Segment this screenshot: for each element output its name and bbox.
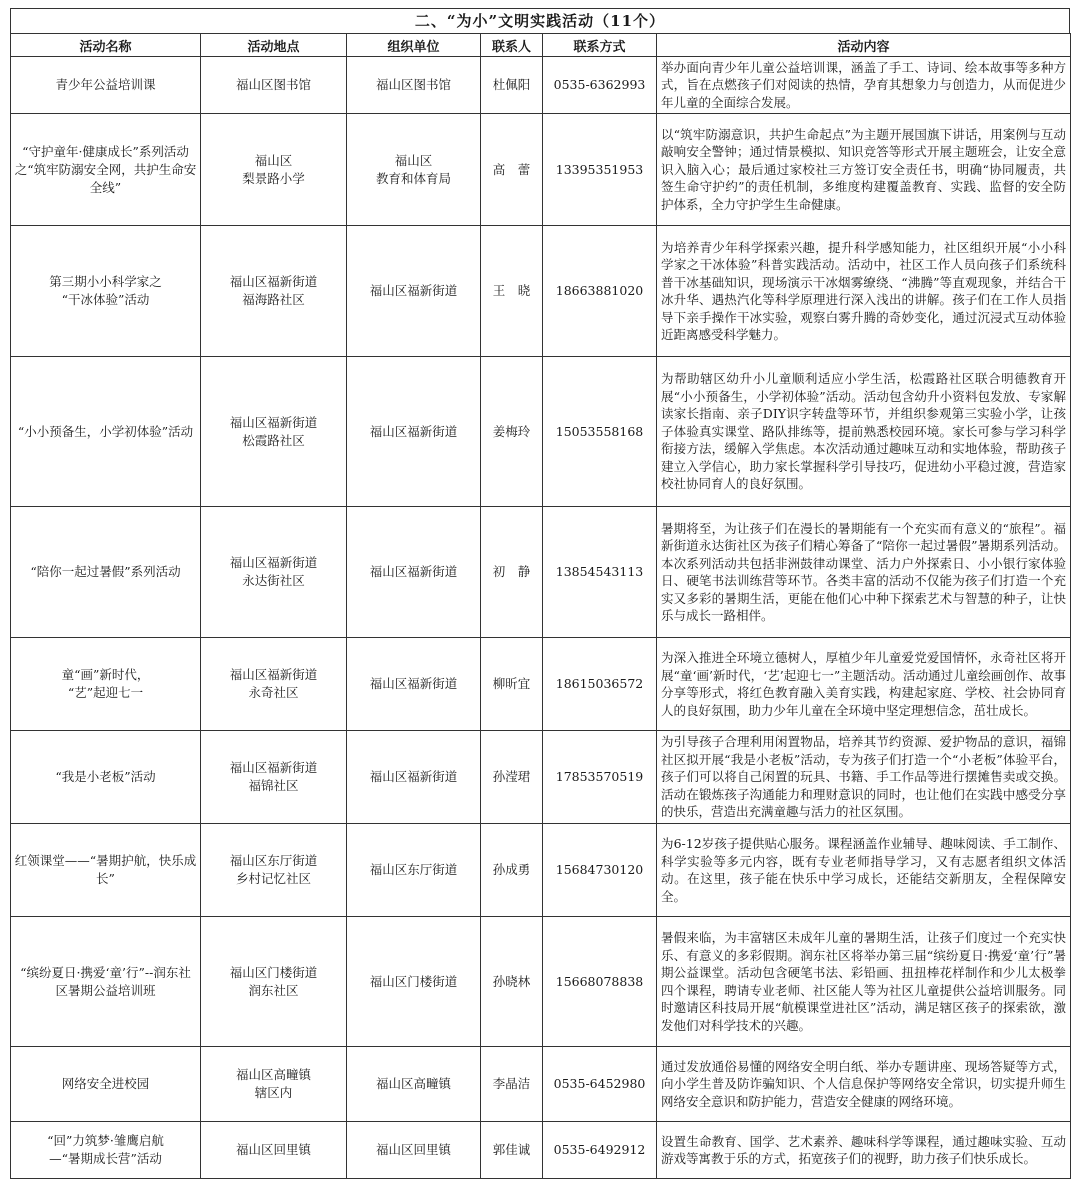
contact-person-cell: 杜佩阳 — [481, 57, 543, 114]
contact-phone-cell: 15053558168 — [543, 357, 657, 507]
table-row — [11, 1122, 1071, 1179]
activity-place-cell: 福山区福新街道 永奇社区 — [201, 638, 347, 731]
activity-content-cell: 为培养青少年科学探索兴趣，提升科学感知能力，社区组织开展“小小科学家之干冰体验”科普实践活动。活动中，社区工作人员向孩子们系统科普干冰基础知识，现场演示干冰烟雾缭绕、“沸腾”等直观现象，并结合干冰升华、遇热汽化等科学原理进行深入浅出的讲解。孩子们在工作人员指导下亲手操作干冰实验，观察白雾升腾的奇妙变化，通过沉浸式互动体验近距离感受科学魅力。 — [657, 226, 1071, 357]
table-row — [11, 1047, 1071, 1122]
page — [10, 8, 1070, 1179]
activity-content-cell: 为帮助辖区幼升小儿童顺利适应小学生活，松霞路社区联合明德教育开展“小小预备生，小学初体验”活动。活动包含幼升小资料包发放、专家解读家长指南、亲子DIY识字转盘等环节，并组织参观第三实验小学，让孩子体验真实课堂、路队排练等，提前熟悉校园环境。家长可参与学习科学衔接方法，缓解入学焦虑。本次活动通过趣味互动和实地体验，帮助孩子建立入学信心，助力家长掌握科学引导技巧，促进幼小平稳过渡，营造家校社协同育人的良好氛围。 — [657, 357, 1071, 507]
activity-name-cell: 第三期小小科学家之 “干冰体验”活动 — [11, 226, 201, 357]
contact-phone-cell: 18663881020 — [543, 226, 657, 357]
table-title: 二、“为小”文明实践活动（11个） — [10, 8, 1070, 33]
activity-name-cell: “回”力筑梦·雏鹰启航 —“暑期成长营”活动 — [11, 1122, 201, 1179]
organizer-cell: 福山区福新街道 — [347, 507, 481, 638]
contact-person-cell: 王 晓 — [481, 226, 543, 357]
activity-content-cell: 暑期将至，为让孩子们在漫长的暑期能有一个充实而有意义的“旅程”。福新街道永达街社区为孩子们精心筹备了“陪你一起过暑假”暑期系列活动。本次系列活动共包括非洲鼓律动课堂、活力户外探索日、小小银行家体验日、硬笔书法训练营等环节。各类丰富的活动不仅能为孩子们打造一个充实又多彩的暑期生活，更能在他们心中种下探索艺术与智慧的种子，让快乐与成长一路相伴。 — [657, 507, 1071, 638]
activity-place-cell: 福山区福新街道 福海路社区 — [201, 226, 347, 357]
activity-content-cell: 为6-12岁孩子提供贴心服务。课程涵盖作业辅导、趣味阅读、手工制作、科学实验等多元内容，既有专业老师指导学习，又有志愿者组织文体活动。在这里，孩子能在快乐中学习成长，还能结交新朋友，全程保障安全。 — [657, 824, 1071, 917]
activity-place-cell: 福山区图书馆 — [201, 57, 347, 114]
header-activity-name: 活动名称 — [11, 34, 201, 57]
activity-content-cell: 暑假来临，为丰富辖区未成年儿童的暑期生活，让孩子们度过一个充实快乐、有意义的多彩假期。润东社区将举办第三届“缤纷夏日·携爱‘童’行”暑期公益课堂。活动包含硬笔书法、彩铅画、扭扭棒花样制作和少儿太极拳四个课程，聘请专业老师、社区能人等为社区儿童提供公益培训服务。同时邀请区科技局开展“航模课堂进社区”活动，满足辖区孩子的探索欲，激发他们对科学技术的兴趣。 — [657, 917, 1071, 1047]
contact-person-cell: 姜梅玲 — [481, 357, 543, 507]
activity-name-cell: 红领课堂——“暑期护航，快乐成长” — [11, 824, 201, 917]
organizer-cell: 福山区福新街道 — [347, 731, 481, 824]
activity-name-cell: 网络安全进校园 — [11, 1047, 201, 1122]
activity-name-cell: 童“画”新时代， “艺”起迎七一 — [11, 638, 201, 731]
contact-phone-cell: 15684730120 — [543, 824, 657, 917]
contact-phone-cell: 15668078838 — [543, 917, 657, 1047]
activity-name-cell: “我是小老板”活动 — [11, 731, 201, 824]
contact-person-cell: 李晶洁 — [481, 1047, 543, 1122]
organizer-cell: 福山区福新街道 — [347, 638, 481, 731]
contact-person-cell: 孙滢珺 — [481, 731, 543, 824]
activity-content-cell: 设置生命教育、国学、艺术素养、趣味科学等课程，通过趣味实验、互动游戏等寓教于乐的方式，拓宽孩子们的视野，助力孩子们快乐成长。 — [657, 1122, 1071, 1179]
activity-name-cell: “小小预备生，小学初体验”活动 — [11, 357, 201, 507]
table-row — [11, 114, 1071, 226]
activity-place-cell: 福山区高疃镇 辖区内 — [201, 1047, 347, 1122]
activity-content-cell: 为引导孩子合理利用闲置物品，培养其节约资源、爱护物品的意识，福锦社区拟开展“我是小老板”活动，专为孩子们打造一个“小老板”体验平台，孩子们可以将自己闲置的玩具、书籍、手工作品等进行摆摊售卖或交换。活动在锻炼孩子沟通能力和理财意识的同时，也让他们在实践中感受分享的快乐，营造出充满童趣与活力的社区氛围。 — [657, 731, 1071, 824]
activity-place-cell: 福山区 梨景路小学 — [201, 114, 347, 226]
activity-content-cell: 以“筑牢防溺意识，共护生命起点”为主题开展国旗下讲话，用案例与互动敲响安全警钟；通过情景模拟、知识竞答等形式开展主题班会，让安全意识入脑入心；最后通过家校社三方签订安全责任书，明确“协同履责，共签生命守护约”的责任机制，多维度构建覆盖教育、实践、监督的安全防护体系，全力守护学生生命健康。 — [657, 114, 1071, 226]
activity-place-cell: 福山区福新街道 松霞路社区 — [201, 357, 347, 507]
activity-place-cell: 福山区回里镇 — [201, 1122, 347, 1179]
contact-phone-cell: 13395351953 — [543, 114, 657, 226]
activity-content-cell: 通过发放通俗易懂的网络安全明白纸、举办专题讲座、现场答疑等方式，向小学生普及防诈骗知识、个人信息保护等网络安全常识，切实提升师生网络安全意识和防护能力，营造安全健康的网络环境。 — [657, 1047, 1071, 1122]
activity-name-cell: “守护童年·健康成长”系列活动之“筑牢防溺安全网，共护生命安全线” — [11, 114, 201, 226]
header-activity-content: 活动内容 — [657, 34, 1071, 57]
organizer-cell: 福山区回里镇 — [347, 1122, 481, 1179]
activity-name-cell: “缤纷夏日·携爱‘童’行”--润东社区暑期公益培训班 — [11, 917, 201, 1047]
activity-place-cell: 福山区福新街道 福锦社区 — [201, 731, 347, 824]
contact-person-cell: 孙晓林 — [481, 917, 543, 1047]
contact-phone-cell: 0535-6452980 — [543, 1047, 657, 1122]
table-row — [11, 731, 1071, 824]
organizer-cell: 福山区图书馆 — [347, 57, 481, 114]
contact-person-cell: 郭佳诚 — [481, 1122, 543, 1179]
header-activity-place: 活动地点 — [201, 34, 347, 57]
contact-person-cell: 孙成勇 — [481, 824, 543, 917]
organizer-cell: 福山区福新街道 — [347, 226, 481, 357]
contact-phone-cell: 0535-6492912 — [543, 1122, 657, 1179]
table-row — [11, 57, 1071, 114]
contact-phone-cell: 17853570519 — [543, 731, 657, 824]
activity-content-cell: 举办面向青少年儿童公益培训课，涵盖了手工、诗词、绘本故事等多种方式，旨在点燃孩子们对阅读的热情，孕育其想象力与创造力，从而促进少年儿童的全面综合发展。 — [657, 57, 1071, 114]
contact-phone-cell: 18615036572 — [543, 638, 657, 731]
header-contact-person: 联系人 — [481, 34, 543, 57]
contact-phone-cell: 13854543113 — [543, 507, 657, 638]
organizer-cell: 福山区门楼街道 — [347, 917, 481, 1047]
contact-person-cell: 高 蕾 — [481, 114, 543, 226]
activity-content-cell: 为深入推进全环境立德树人，厚植少年儿童爱党爱国情怀，永奇社区将开展“童‘画’新时代，‘艺’起迎七一”主题活动。活动通过儿童绘画创作、故事分享等形式，将红色教育融入美育实践，构建起家庭、学校、社会协同育人的良好氛围，助力少年儿童在全环境中坚定理想信念，茁壮成长。 — [657, 638, 1071, 731]
table-row — [11, 226, 1071, 357]
contact-person-cell: 柳昕宜 — [481, 638, 543, 731]
activity-place-cell: 福山区福新街道 永达街社区 — [201, 507, 347, 638]
organizer-cell: 福山区福新街道 — [347, 357, 481, 507]
table-row — [11, 917, 1071, 1047]
contact-person-cell: 初 静 — [481, 507, 543, 638]
header-contact-phone: 联系方式 — [543, 34, 657, 57]
activity-table — [10, 33, 1071, 1179]
table-row — [11, 638, 1071, 731]
table-row — [11, 357, 1071, 507]
header-row — [11, 34, 1071, 57]
organizer-cell: 福山区东厅街道 — [347, 824, 481, 917]
header-organizer: 组织单位 — [347, 34, 481, 57]
organizer-cell: 福山区高疃镇 — [347, 1047, 481, 1122]
table-row — [11, 824, 1071, 917]
table-row — [11, 507, 1071, 638]
activity-name-cell: 青少年公益培训课 — [11, 57, 201, 114]
organizer-cell: 福山区 教育和体育局 — [347, 114, 481, 226]
activity-name-cell: “陪你一起过暑假”系列活动 — [11, 507, 201, 638]
activity-place-cell: 福山区门楼街道 润东社区 — [201, 917, 347, 1047]
activity-place-cell: 福山区东厅街道 乡村记忆社区 — [201, 824, 347, 917]
contact-phone-cell: 0535-6362993 — [543, 57, 657, 114]
